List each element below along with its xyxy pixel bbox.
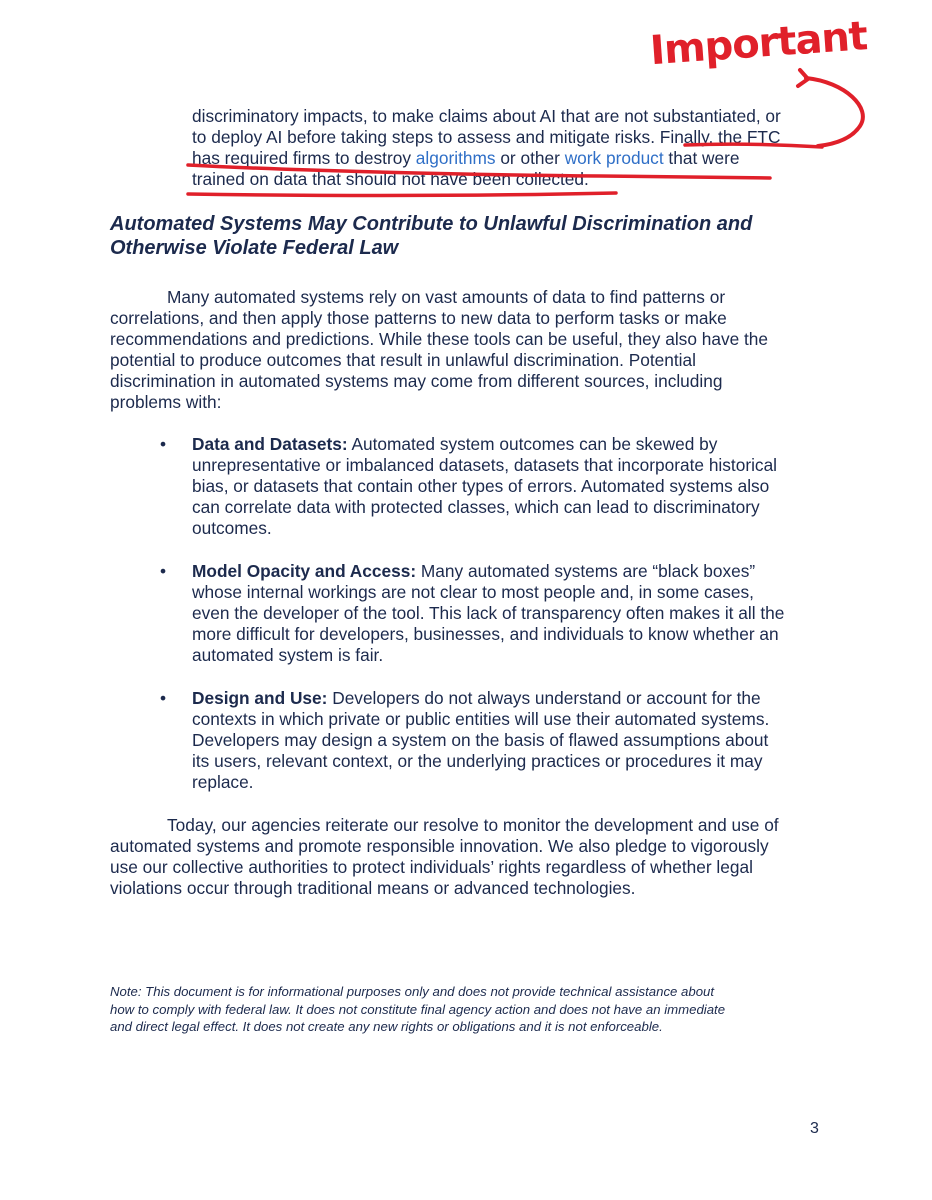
disclaimer-note (110, 983, 850, 1036)
paragraph-1-line-3: recommendations and predictions. While these tools can be useful, they also have the (110, 329, 769, 349)
bullet-line (192, 434, 777, 455)
section-heading-line-2: Otherwise Violate Federal Law (110, 237, 399, 259)
bullet-text (192, 434, 777, 539)
paragraph-1-line-5: discrimination in automated systems may come from different sources, including (110, 371, 723, 391)
paragraph-2 (110, 815, 779, 899)
bullet-title: Model Opacity and Access: (192, 561, 417, 581)
section-heading (110, 212, 830, 260)
bullet-line-text: Developers do not always understand or account for the (327, 688, 761, 708)
paragraph-1-line-4: potential to produce outcomes that result in unlawful discrimination. Potential (110, 350, 696, 370)
bullet-marker: • (160, 688, 167, 708)
page-number: 3 (810, 1120, 819, 1137)
bullet-line: Developers may design a system on the basis of flawed assumptions about (192, 730, 769, 750)
bullet-line (192, 688, 769, 709)
bullet-line: its users, relevant context, or the underlying practices or procedures it may (192, 751, 763, 771)
intro-line-2: to deploy AI before taking steps to assess and mitigate risks. Finally, the FTC (192, 127, 781, 147)
bullet-title: Design and Use: (192, 688, 328, 708)
bullet-line: even the developer of the tool. This lack of transparency often makes it all the (192, 603, 785, 623)
bullet-marker: • (160, 434, 167, 454)
note-line-1: Note: This document is for informational purposes only and does not provide technical assistance about (110, 984, 715, 999)
underline-line-4 (188, 193, 616, 195)
section-heading-line-1: Automated Systems May Contribute to Unlawful Discrimination and (110, 213, 753, 235)
note-line-2: how to comply with federal law. It does not constitute final agency action and does not have an immediate (110, 1001, 726, 1017)
bullet-text (192, 561, 784, 666)
intro-line-3-start: has required firms to destroy (192, 148, 416, 168)
bullet-line-text: Many automated systems are “black boxes” (416, 561, 756, 581)
bullet-line: contexts in which private or public entities will use their automated systems. (192, 709, 770, 729)
intro-line-1: discriminatory impacts, to make claims about AI that are not substantiated, or (192, 106, 781, 126)
arrowhead-icon (798, 70, 808, 86)
bullet-line: unrepresentative or imbalanced datasets, datasets that incorporate historical (192, 455, 778, 475)
bullet-line: can correlate data with protected classes, which can lead to discriminatory (192, 497, 760, 517)
bullet-line: more difficult for developers, businesses, and individuals to know whether an (192, 624, 779, 644)
paragraph-1-line-1: Many automated systems rely on vast amounts of data to find patterns or (167, 287, 726, 307)
intro-line-4: trained on data that should not have been collected. (192, 169, 589, 189)
note-line-3: and direct legal effect. It does not create any new rights or obligations and it is not enforceable. (110, 1019, 663, 1034)
curved-arrow (806, 78, 863, 146)
bullet-line (192, 561, 784, 582)
important-handwritten-note: Important (648, 13, 869, 75)
bullet-text (192, 688, 769, 793)
bullet-marker: • (160, 561, 167, 581)
work-product-link[interactable]: work product (564, 148, 664, 168)
paragraph-2-line-4: violations occur through traditional means or advanced technologies. (110, 878, 636, 898)
bullet-line: automated system is fair. (192, 645, 384, 665)
paragraph-1 (110, 287, 768, 413)
paragraph-1-line-2: correlations, and then apply those patterns to new data to perform tasks or make (110, 308, 727, 328)
intro-line-3-end: that were (663, 148, 740, 168)
bullet-line: whose internal workings are not clear to most people and, in some cases, (192, 582, 754, 602)
paragraph-1-line-6: problems with: (110, 392, 222, 412)
bullet-title: Data and Datasets: (192, 434, 348, 454)
bullet-line: bias, or datasets that contain other types of errors. Automated systems also (192, 476, 770, 496)
intro-line-3 (192, 148, 781, 169)
bullet-line: replace. (192, 772, 254, 792)
algorithms-link[interactable]: algorithms (415, 148, 496, 168)
bullet-line: outcomes. (192, 518, 272, 538)
paragraph-2-line-2: automated systems and promote responsible innovation. We also pledge to vigorously (110, 836, 769, 856)
paragraph-2-line-3: use our collective authorities to protect individuals’ rights regardless of whether legal (110, 857, 753, 877)
intro-line-3-middle: or other (495, 148, 565, 168)
paragraph-2-line-1: Today, our agencies reiterate our resolve to monitor the development and use of (167, 815, 779, 835)
intro-paragraph (192, 106, 781, 190)
bullet-line-text: Automated system outcomes can be skewed by (347, 434, 718, 454)
